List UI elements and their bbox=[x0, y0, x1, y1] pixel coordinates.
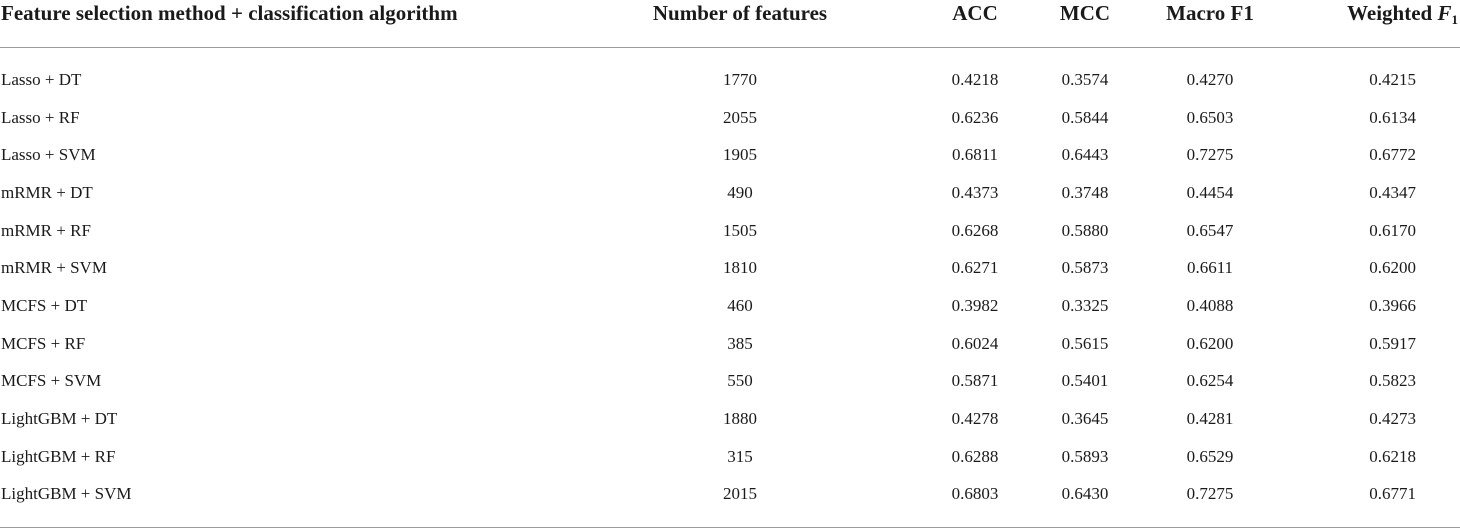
header-method: Feature selection method + classification algorithm bbox=[0, 0, 560, 48]
table-row bbox=[0, 174, 1460, 212]
cell-weighted-f1: 0.4347 bbox=[1369, 182, 1416, 202]
header-weighted-f1 bbox=[1280, 0, 1460, 48]
cell-weighted-f1: 0.4215 bbox=[1369, 69, 1416, 89]
cell-number-of-features: 385 bbox=[727, 333, 753, 353]
cell-method: LightGBM + DT bbox=[1, 409, 118, 429]
cell-mcc: 0.5893 bbox=[1061, 446, 1109, 466]
table-body bbox=[0, 48, 1460, 528]
cell-weighted-f1: 0.6134 bbox=[1369, 107, 1416, 127]
cell-number-of-features: 490 bbox=[727, 182, 753, 202]
cell-macro-f1: 0.4281 bbox=[1186, 409, 1234, 429]
table-row bbox=[0, 99, 1460, 137]
cell-method: mRMR + SVM bbox=[1, 258, 107, 278]
cell-method: Lasso + DT bbox=[1, 69, 82, 89]
cell-acc: 0.6803 bbox=[920, 476, 1030, 528]
cell-weighted-f1: 0.5917 bbox=[1369, 333, 1416, 353]
table-row bbox=[0, 212, 1460, 250]
cell-acc: 0.6024 bbox=[951, 333, 999, 353]
cell-acc: 0.4218 bbox=[951, 69, 999, 89]
cell-mcc: 0.5880 bbox=[1061, 220, 1109, 240]
table-row bbox=[0, 438, 1460, 476]
cell-mcc: 0.3574 bbox=[1061, 69, 1109, 89]
cell-number-of-features: 1880 bbox=[723, 409, 757, 429]
header-weighted-subscript: 1 bbox=[1451, 12, 1458, 27]
cell-acc: 0.4278 bbox=[951, 409, 999, 429]
cell-number-of-features: 315 bbox=[727, 446, 753, 466]
cell-acc: 0.3982 bbox=[951, 295, 999, 315]
cell-macro-f1: 0.6200 bbox=[1186, 333, 1234, 353]
cell-acc: 0.6288 bbox=[951, 446, 999, 466]
cell-macro-f1: 0.7275 bbox=[1140, 476, 1280, 528]
cell-method: MCFS + SVM bbox=[1, 371, 102, 391]
header-mcc: MCC bbox=[1030, 0, 1140, 48]
table-row bbox=[0, 48, 1460, 99]
table-header-row bbox=[0, 0, 1460, 48]
cell-macro-f1: 0.6529 bbox=[1186, 446, 1234, 466]
cell-method: LightGBM + SVM bbox=[0, 476, 560, 528]
cell-number-of-features: 460 bbox=[727, 295, 753, 315]
cell-macro-f1: 0.4454 bbox=[1186, 182, 1234, 202]
cell-weighted-f1: 0.6772 bbox=[1369, 145, 1416, 165]
cell-weighted-f1: 0.6170 bbox=[1369, 220, 1416, 240]
cell-mcc: 0.5873 bbox=[1061, 258, 1109, 278]
cell-macro-f1: 0.6547 bbox=[1186, 220, 1234, 240]
cell-method: MCFS + DT bbox=[1, 295, 88, 315]
table-row bbox=[0, 400, 1460, 438]
cell-method: mRMR + RF bbox=[1, 220, 91, 240]
cell-macro-f1: 0.4088 bbox=[1186, 295, 1234, 315]
table-row bbox=[0, 325, 1460, 363]
cell-acc: 0.4373 bbox=[951, 182, 999, 202]
cell-mcc: 0.3645 bbox=[1061, 409, 1109, 429]
cell-acc: 0.6268 bbox=[951, 220, 999, 240]
cell-mcc: 0.3748 bbox=[1061, 182, 1109, 202]
cell-number-of-features: 1770 bbox=[723, 69, 757, 89]
cell-macro-f1: 0.7275 bbox=[1186, 145, 1234, 165]
table-row bbox=[0, 287, 1460, 325]
cell-weighted-f1: 0.3966 bbox=[1369, 295, 1416, 315]
cell-weighted-f1: 0.4273 bbox=[1369, 409, 1416, 429]
cell-number-of-features: 2055 bbox=[723, 107, 757, 127]
cell-weighted-f1: 0.6771 bbox=[1280, 476, 1460, 528]
cell-macro-f1: 0.6611 bbox=[1186, 258, 1234, 278]
cell-mcc: 0.5844 bbox=[1061, 107, 1109, 127]
cell-number-of-features: 1505 bbox=[723, 220, 757, 240]
table-row bbox=[0, 476, 1460, 528]
header-acc: ACC bbox=[920, 0, 1030, 48]
cell-acc: 0.6236 bbox=[951, 107, 999, 127]
cell-method: MCFS + RF bbox=[1, 333, 86, 353]
cell-method: Lasso + RF bbox=[1, 107, 80, 127]
cell-number-of-features: 2015 bbox=[560, 476, 920, 528]
cell-acc: 0.6811 bbox=[951, 145, 999, 165]
table-row bbox=[0, 249, 1460, 287]
table-row bbox=[0, 136, 1460, 174]
cell-macro-f1: 0.4270 bbox=[1186, 69, 1234, 89]
cell-macro-f1: 0.6503 bbox=[1186, 107, 1234, 127]
cell-weighted-f1: 0.6200 bbox=[1369, 258, 1416, 278]
cell-mcc: 0.6443 bbox=[1061, 145, 1109, 165]
cell-mcc: 0.6430 bbox=[1030, 476, 1140, 528]
cell-mcc: 0.3325 bbox=[1061, 295, 1109, 315]
header-weighted-label: Weighted bbox=[1347, 1, 1433, 25]
cell-acc: 0.6271 bbox=[951, 258, 999, 278]
cell-number-of-features: 1905 bbox=[723, 145, 757, 165]
cell-number-of-features: 1810 bbox=[723, 258, 757, 278]
cell-acc: 0.5871 bbox=[951, 371, 999, 391]
header-number-of-features: Number of features bbox=[560, 0, 920, 48]
cell-number-of-features: 550 bbox=[727, 371, 753, 391]
cell-method: mRMR + DT bbox=[1, 182, 93, 202]
cell-method: LightGBM + RF bbox=[1, 446, 116, 466]
cell-weighted-f1: 0.5823 bbox=[1369, 371, 1416, 391]
cell-mcc: 0.5615 bbox=[1061, 333, 1109, 353]
header-weighted-symbol: F bbox=[1437, 1, 1452, 25]
cell-method: Lasso + SVM bbox=[1, 145, 96, 165]
header-macro-f1: Macro F1 bbox=[1140, 0, 1280, 48]
cell-weighted-f1: 0.6218 bbox=[1369, 446, 1416, 466]
cell-macro-f1: 0.6254 bbox=[1186, 371, 1234, 391]
cell-mcc: 0.5401 bbox=[1061, 371, 1109, 391]
table-row bbox=[0, 363, 1460, 401]
